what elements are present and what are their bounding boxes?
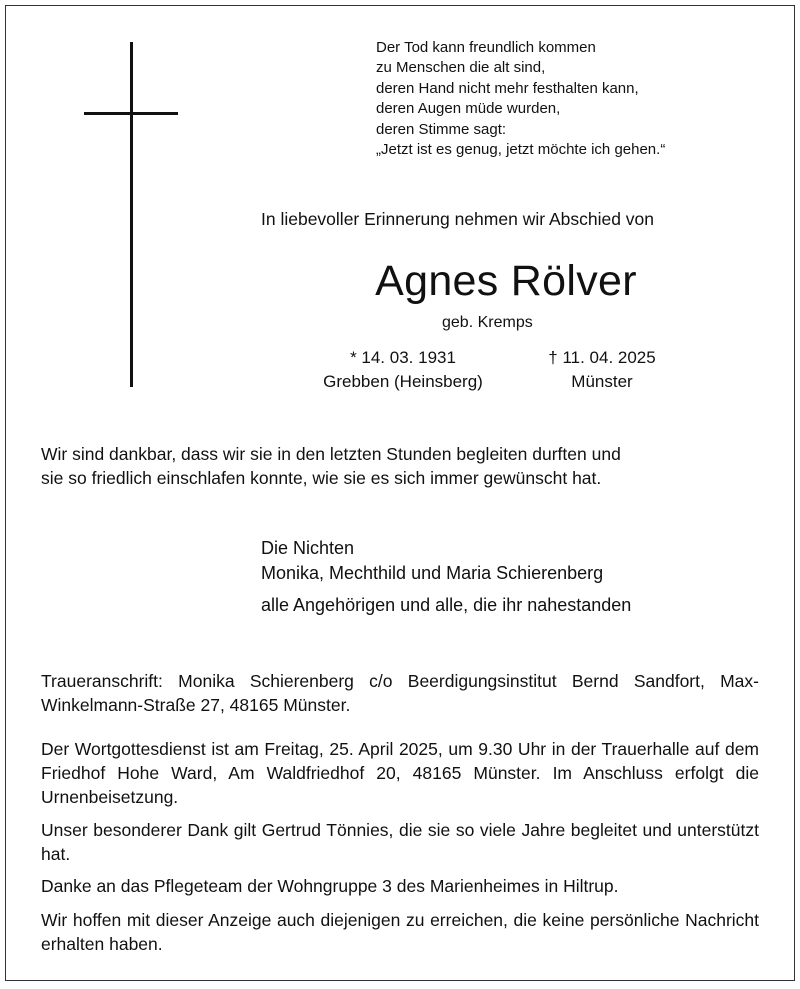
cross-vertical-bar [130,42,133,387]
poem [376,38,665,160]
gratitude-line: sie so friedlich einschlafen konnte, wie sie es sich immer gewünscht hat. [41,468,602,488]
mourners-names: Monika, Mechthild und Maria Schierenberg [261,563,604,583]
mourning-address: Traueranschrift: Monika Schierenberg c/o Beerdigungsinstitut Bernd Sandfort, Max-Winkelmann-Straße 27, 48165 Münster. [41,671,759,715]
birth-date: * 14. 03. 1931 [350,348,456,367]
death-place: Münster [571,372,633,391]
birth-place: Grebben (Heinsberg) [323,372,483,391]
poem-line: zu Menschen die alt sind, [376,59,546,77]
mourners-line: Die Nichten [261,538,355,558]
deceased-name: Agnes Rölver [375,257,637,305]
poem-line: „Jetzt ist es genug, jetzt möchte ich gehen.“ [376,141,666,159]
closing-note: Wir hoffen mit dieser Anzeige auch diejenigen zu erreichen, die keine persönliche Nachricht erhalten haben. [41,910,759,954]
farewell-intro: In liebevoller Erinnerung nehmen wir Abschied von [261,209,655,229]
birth-info [300,346,506,394]
poem-line: deren Augen müde wurden, [376,100,561,118]
cross-horizontal-bar [84,112,178,115]
death-date: † 11. 04. 2025 [548,348,656,367]
death-info [532,346,672,394]
poem-line: deren Stimme sagt: [376,120,507,138]
special-thanks: Unser besonderer Dank gilt Gertrud Tönnies, die sie so viele Jahre begleitet und unterstützt hat. [41,820,759,864]
service-info: Der Wortgottesdienst ist am Freitag, 25. April 2025, um 9.30 Uhr in der Trauerhalle auf dem Friedhof Hohe Ward, Am Waldfriedhof 20, 48165 Münster. Im Anschluss erfolgt die Urnenbeisetzung. [41,739,759,807]
mourners-relatives: alle Angehörigen und alle, die ihr nahestanden [261,595,632,615]
poem-line: Der Tod kann freundlich kommen [376,39,596,56]
gratitude-line: Wir sind dankbar, dass wir sie in den letzten Stunden begleiten durften und [41,444,621,464]
gratitude-text [41,442,759,490]
poem-line: deren Hand nicht mehr festhalten kann, [376,79,639,97]
birth-name: geb. Kremps [442,314,533,331]
care-team-thanks: Danke an das Pflegeteam der Wohngruppe 3 des Marienheimes in Hiltrup. [41,876,619,896]
mourners [261,536,603,586]
